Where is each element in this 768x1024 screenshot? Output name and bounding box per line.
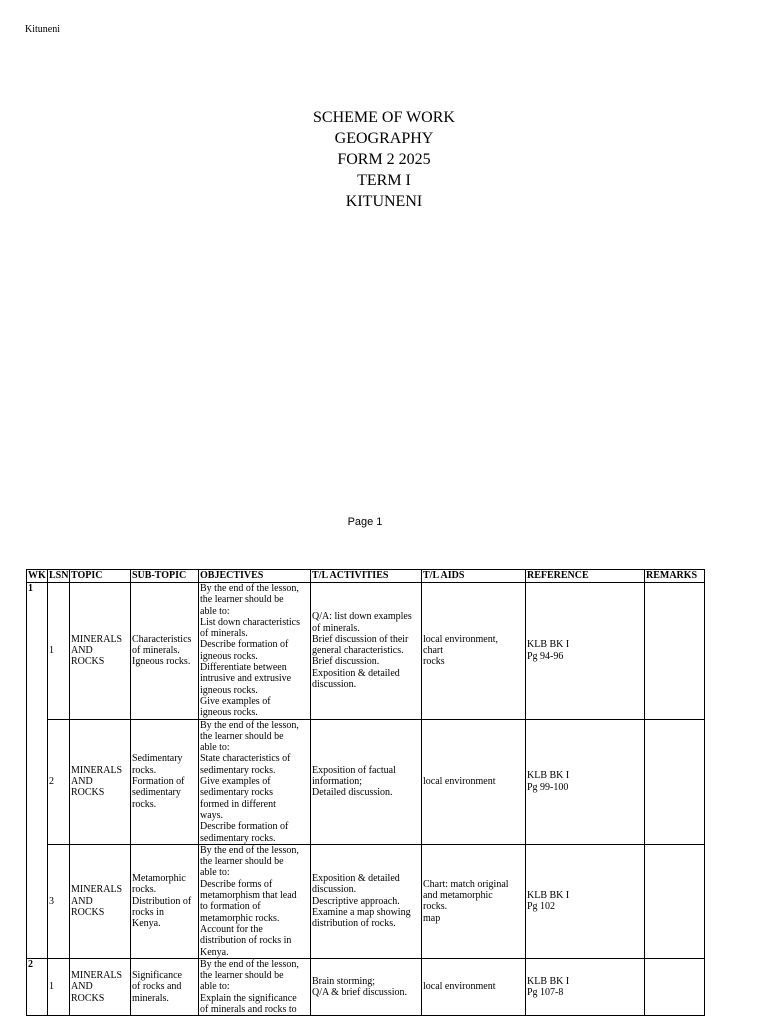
objectives-cell: By the end of the lesson, the learner should be able to: Explain the significance of minerals and rocks to (199, 958, 311, 1015)
objectives-cell: By the end of the lesson, the learner should be able to: State characteristics of sedimentary rocks. Give examples of sedimentary rocks formed in different ways. Describe formation of sedimentary rocks. (199, 719, 311, 844)
remarks-cell (645, 958, 705, 1015)
topic-cell: MINERALS AND ROCKS (70, 583, 131, 720)
topic-cell: MINERALS AND ROCKS (70, 719, 131, 844)
remarks-cell (645, 583, 705, 720)
col-header-wk: WK (28, 570, 46, 582)
topic-cell: MINERALS AND ROCKS (70, 844, 131, 958)
scheme-of-work-table (26, 569, 705, 1016)
reference-cell: KLB BK I Pg 99-100 (526, 719, 645, 844)
col-header-objectives: OBJECTIVES (199, 570, 311, 583)
table-row (27, 958, 705, 1015)
subtopic-cell: Significance of rocks and minerals. (131, 958, 199, 1015)
objectives-cell: By the end of the lesson, the learner should be able to: List down characteristics of minerals. Describe formation of igneous rocks. Differentiate between intrusive and extrusive igneous rocks. Give examples of igneous rocks. (199, 583, 311, 720)
activities-cell: Exposition & detailed discussion. Descriptive approach. Examine a map showing distribution of rocks. (311, 844, 422, 958)
table-row (27, 844, 705, 958)
col-header-lsn: LSN (49, 570, 69, 582)
subtopic-cell: Metamorphic rocks. Distribution of rocks in Kenya. (131, 844, 199, 958)
reference-cell: KLB BK I Pg 107-8 (526, 958, 645, 1015)
col-header-activities: T/L ACTIVITIES (311, 570, 422, 583)
lesson-number-cell: 1 (48, 958, 70, 1015)
title-school: KITUNENI (345, 193, 423, 210)
col-header-aids: T/L AIDS (422, 570, 526, 583)
subtopic-cell: Characteristics of minerals. Igneous rocks. (131, 583, 199, 720)
lesson-number-cell: 1 (48, 583, 70, 720)
subtopic-cell: Sedimentary rocks. Formation of sedimentary rocks. (131, 719, 199, 844)
activities-cell: Brain storming; Q/A & brief discussion. (311, 958, 422, 1015)
remarks-cell (645, 719, 705, 844)
col-header-topic: TOPIC (70, 570, 131, 583)
aids-cell: local environment, chart rocks (422, 583, 526, 720)
title-line: SCHEME OF WORK (313, 109, 455, 126)
aids-cell: local environment (422, 719, 526, 844)
col-header-subtopic: SUB-TOPIC (131, 570, 199, 583)
aids-cell: local environment (422, 958, 526, 1015)
col-header-reference: REFERENCE (526, 570, 645, 583)
topic-cell: MINERALS AND ROCKS (70, 958, 131, 1015)
activities-cell: Exposition of factual information; Detailed discussion. (311, 719, 422, 844)
remarks-cell (645, 844, 705, 958)
reference-cell: KLB BK I Pg 102 (526, 844, 645, 958)
week-number-cell: 2 (27, 958, 48, 1015)
lesson-number-cell: 3 (48, 844, 70, 958)
table-row (27, 719, 705, 844)
table-row (27, 583, 705, 720)
aids-cell: Chart: match original and metamorphic rocks. map (422, 844, 526, 958)
reference-cell: KLB BK I Pg 94-96 (526, 583, 645, 720)
document-title (0, 107, 768, 212)
objectives-cell: By the end of the lesson, the learner should be able to: Describe forms of metamorphism that lead to formation of metamorphic rocks. Account for the distribution of rocks in Kenya. (199, 844, 311, 958)
page-number: Page 1 (347, 516, 383, 528)
title-form-year: FORM 2 2025 (337, 151, 431, 168)
week-number-cell: 1 (27, 583, 48, 959)
header-school-name: Kituneni (25, 24, 60, 35)
title-term: TERM I (357, 172, 411, 189)
activities-cell: Q/A: list down examples of minerals. Brief discussion of their general characteristics. Brief discussion. Exposition & detailed discussion. (311, 583, 422, 720)
table-header-row (27, 570, 705, 583)
col-header-remarks: REMARKS (645, 570, 705, 583)
title-subject: GEOGRAPHY (334, 130, 434, 147)
lesson-number-cell: 2 (48, 719, 70, 844)
